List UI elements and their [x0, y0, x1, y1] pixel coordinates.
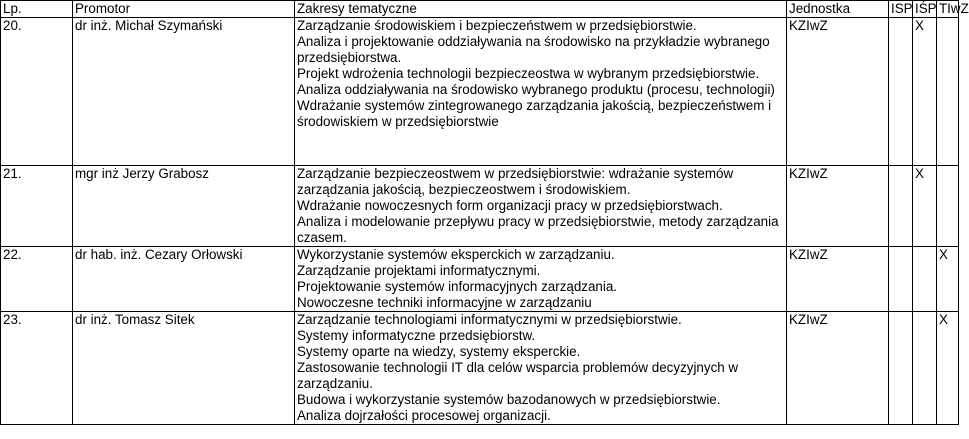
row-topics: [295, 247, 787, 312]
row-lp: 22.: [1, 247, 73, 312]
table-row: [1, 247, 959, 312]
table-row: [1, 18, 959, 166]
header-topics: Zakresy tematyczne: [295, 1, 787, 18]
row-lp: 20.: [1, 18, 73, 166]
topic-item: Analiza oddziaływania na środowisko wybranego produktu (procesu, technologii): [297, 82, 775, 97]
header-isp2: IŚP: [913, 1, 937, 18]
topic-item: Projektowanie systemów informacyjnych zarządzania.: [297, 279, 618, 294]
row-isp: [889, 18, 913, 166]
topic-item: Zarządzanie środowiskiem i bezpieczeństwem w przedsiębiorstwie.: [297, 18, 697, 33]
row-unit: KZIwZ: [787, 18, 889, 166]
row-tiwz: [937, 18, 959, 166]
topic-item: Zarządzanie projektami informatycznymi.: [297, 263, 541, 278]
row-topics: [295, 166, 787, 247]
row-promoter: dr inż. Michał Szymański: [73, 18, 295, 166]
topic-item: Projekt wdrożenia technologii bezpieczeostwa w wybranym przedsiębiorstwie.: [297, 66, 760, 81]
row-topics: [295, 312, 787, 425]
topic-item: Zarządzanie technologiami informatycznymi w przedsiębiorstwie.: [297, 312, 682, 327]
table-row: [1, 312, 959, 425]
row-isp: [889, 312, 913, 425]
topic-item: Analiza dojrzałości procesowej organizacji.: [297, 408, 551, 423]
row-isp2: X: [913, 166, 937, 247]
header-lp: Lp.: [1, 1, 73, 18]
row-unit: KZIwZ: [787, 312, 889, 425]
topic-item: Analiza i modelowanie przepływu pracy w przedsiębiorstwie, metody zarządzania czasem.: [297, 214, 779, 245]
table-row: [1, 166, 959, 247]
row-isp: [889, 247, 913, 312]
topic-item: Nowoczesne techniki informacyjne w zarządzaniu: [297, 295, 592, 310]
row-lp: 23.: [1, 312, 73, 425]
row-tiwz: X: [937, 312, 959, 425]
row-promoter: dr inż. Tomasz Sitek: [73, 312, 295, 425]
row-lp: 21.: [1, 166, 73, 247]
row-unit: KZIwZ: [787, 166, 889, 247]
row-unit: KZIwZ: [787, 247, 889, 312]
topic-item: Systemy oparte na wiedzy, systemy eksperckie.: [297, 344, 581, 359]
row-isp2: [913, 247, 937, 312]
row-isp2: X: [913, 18, 937, 166]
topic-item: Zarządzanie bezpieczeostwem w przedsiębiorstwie: wdrażanie systemów zarządzania jakością, bezpieczeostwem i środowiskiem.: [297, 166, 734, 197]
row-tiwz: [937, 166, 959, 247]
row-tiwz: X: [937, 247, 959, 312]
row-promoter: mgr inż Jerzy Grabosz: [73, 166, 295, 247]
topic-item: Systemy informatyczne przedsiębiorstw.: [297, 328, 536, 343]
row-isp2: [913, 312, 937, 425]
header-tiwz: TIwZ: [937, 1, 959, 18]
topic-item: Analiza i projektowanie oddziaływania na środowisko na przykładzie wybranego przedsiębiorstwa.: [297, 34, 770, 65]
row-isp: [889, 166, 913, 247]
header-isp: ISP: [889, 1, 913, 18]
topic-item: Budowa i wykorzystanie systemów bazodanowych w przedsiębiorstwie.: [297, 392, 721, 407]
row-promoter: dr hab. inż. Cezary Orłowski: [73, 247, 295, 312]
header-unit: Jednostka: [787, 1, 889, 18]
topic-item: Wdrażanie nowoczesnych form organizacji pracy w przedsiębiorstwach.: [297, 198, 723, 213]
header-promoter: Promotor: [73, 1, 295, 18]
row-topics: [295, 18, 787, 166]
topic-item: Wdrażanie systemów zintegrowanego zarządzania jakością, bezpieczeństwem i środowiskiem w przedsiębiorstwie: [297, 98, 772, 129]
topic-item: Zastosowanie technologii IT dla celów wsparcia problemów decyzyjnych w zarządzaniu.: [297, 360, 739, 391]
header-row: [1, 1, 959, 18]
topic-item: Wykorzystanie systemów eksperckich w zarządzaniu.: [297, 247, 615, 262]
